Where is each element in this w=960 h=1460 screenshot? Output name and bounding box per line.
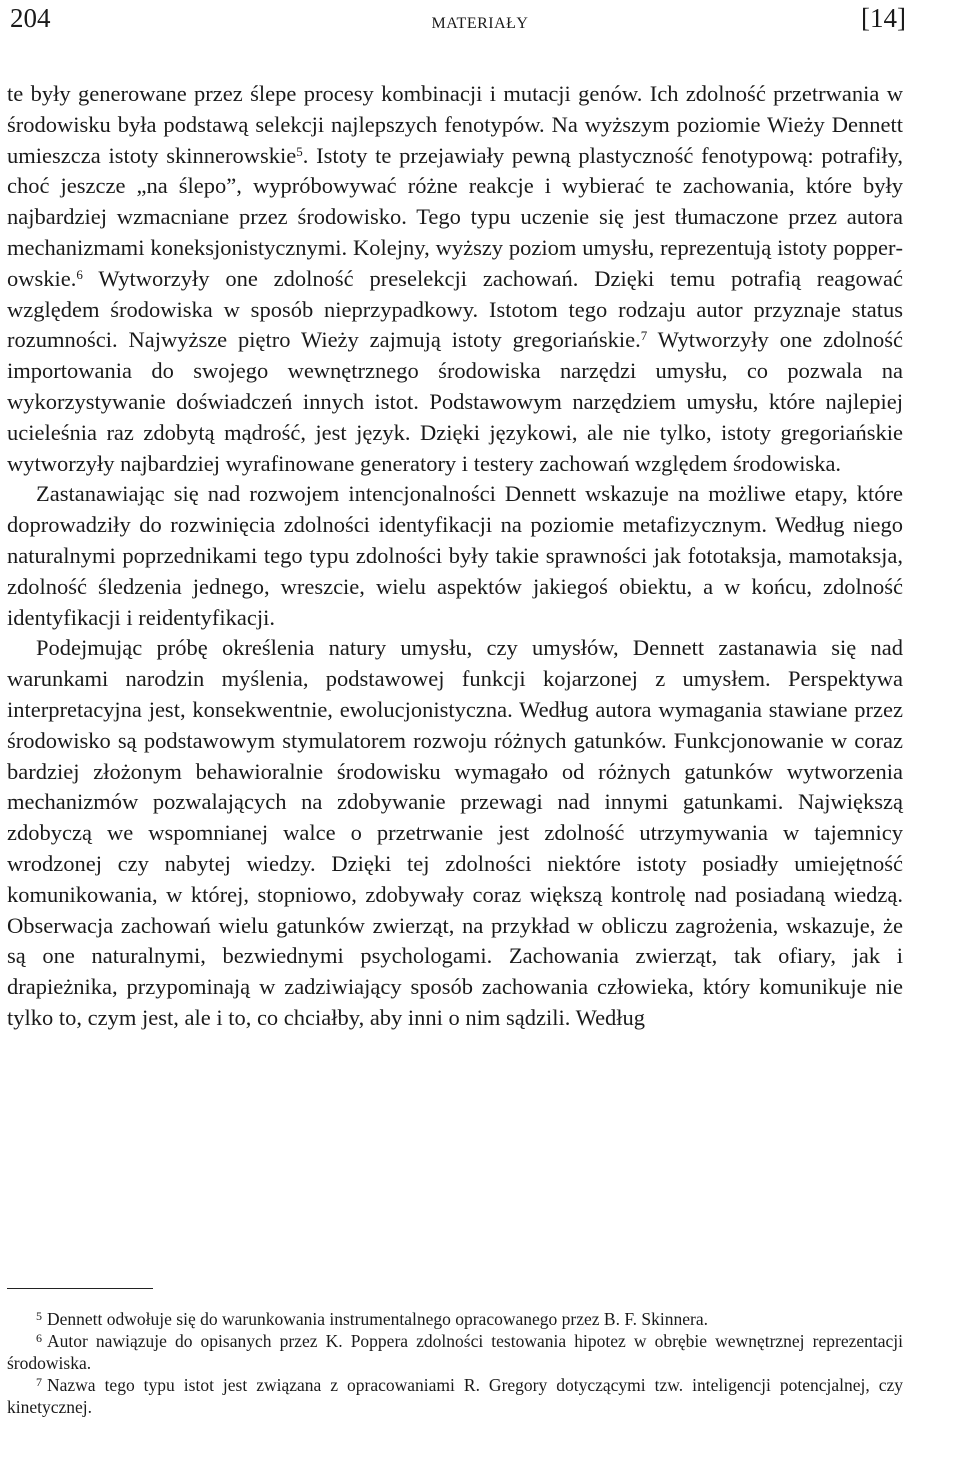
footnote-separator: [7, 1288, 153, 1289]
paragraph-2: Zastanawiając się nad rozwojem intencjonalności Dennett wskazuje na możliwe etapy, które doprowadziły do rozwinięcia zdolności identyfikacji na poziomie metafizycznym. Według niego naturalnymi poprzednikami tego typu zdolności były takie sprawności jak fototaksja, mamotaksja, zdolność śledzenia jednego, wreszcie, wielu aspektów jakiegoś obiektu, a w końcu, zdolność identyfikacji i reidentyfikacji.: [7, 481, 903, 630]
section-label: [14]: [861, 3, 906, 33]
paragraph-1-text-b: . Istoty te przejawiały pewną plastyczność fenotypową: potrafiły, choć jeszcze „na ślepo”, wypróbowywać różne reakcje i wybierać te zachowania, które były najbardziej wzmacniane przez środowisko. Tego typu uczenie się jest tłumaczone przez autora mechanizmami koneksjonistycznymi. Kolejny, wyższy poziom umysłu, reprezentują istoty popperowskie.: [7, 142, 903, 291]
footnote-text: Dennett odwołuje się do warunkowania instrumentalnego opracowanego przez B. F. Skinnera.: [47, 1309, 708, 1329]
footnote-ref-5[interactable]: 5: [296, 143, 303, 159]
footnote-5: [7, 1308, 903, 1330]
footnote-7: [7, 1374, 903, 1418]
footnote-number: 5: [36, 1309, 42, 1323]
paragraph-1-text-d: Wytworzyły one zdolność importowania do swojego wewnętrznego środowiska narzędzi umysłu, co pozwala na wykorzystywanie doświadczeń innych istot. Podstawowym narzędziem umysłu, które najlepiej ucieleśnia raz zdobytą mądrość, jest język. Dzięki językowi, ale nie tylko, istoty gregoriańskie wytworzyły najbardziej wyrafinowane generatory i testery zachowań względem środowiska.: [7, 327, 903, 476]
footnote-number: 7: [36, 1375, 42, 1389]
paragraph-1-text-c: Wytworzyły one zdolność preselekcji zachowań. Dzięki temu potrafią reagować względem środowiska w sposób nieprzypadkowy. Istotom tego rodzaju autor przyznaje status rozumności. Najwyższe piętro Wieży zajmują istoty gregoriańskie.: [7, 265, 903, 353]
footnote-text: Nazwa tego typu istot jest związana z opracowaniami R. Gregory dotyczącymi tzw. inteligencji potencjalnej, czy kinetycznej.: [7, 1375, 903, 1417]
paragraph-3: Podejmując próbę określenia natury umysłu, czy umysłów, Dennett zastanawia się nad warunkami narodzin myślenia, podstawowej funkcji kojarzonej z umysłem. Perspektywa interpretacyjna jest, konsekwentnie, ewolucjonistyczna. Według autora wymagania stawiane przez środowisko są podstawowym stymulatorem rozwoju różnych gatunków. Funkcjonowanie w coraz bardziej złożonym behawioralnie środowisku wymagało od różnych gatunków wytworzenia mechanizmów pozwalających na zdobywanie przewagi nad innymi gatunkami. Największą zdobyczą we wspomnianej walce o przetrwanie jest zdolność utrzymywania w tajemnicy wrodzonej czy nabytej wiedzy. Dzięki tej zdolności niektóre istoty posiadły umiejętność komunikowania, w której, stopniowo, zdobywały coraz większą kontrolę nad posiadaną wiedzą. Obserwacja zachowań wielu gatunków zwierząt, na przykład w obliczu zagrożenia, wskazuje, że są one naturalnymi, bezwiednymi psychologami. Zachowania zwierząt, tak ofiary, jak i drapieżnika, przypominają w zadziwiający sposób zachowania człowieka, który komunikuje nie tylko to, czym jest, ale i to, co chciałby, aby inni o nim sądzili. Według: [7, 635, 903, 1030]
footnotes: [7, 1308, 903, 1418]
paragraph-1-text-a: te były generowane przez ślepe procesy kombinacji i mutacji genów. Ich zdolność przetrwania w środowisku była podstawą selekcji najlepszych fenotypów. Na wyższym poziomie Wieży Dennett umieszcza istoty skinnerowskie: [7, 81, 903, 168]
footnote-6: [7, 1330, 903, 1374]
page-header: [0, 0, 960, 50]
footnote-ref-6[interactable]: 6: [76, 266, 83, 282]
footnote-ref-7[interactable]: 7: [640, 328, 648, 344]
paragraph-1: [7, 79, 903, 479]
footnote-text: Autor nawiązuje do opisanych przez K. Poppera zdolności testowania hipotez w obrębie wewnętrznej reprezentacji środowiska.: [7, 1331, 903, 1373]
footnote-number: 6: [36, 1331, 42, 1345]
running-head: MATERIAŁY: [431, 15, 529, 32]
page-number: 204: [10, 3, 51, 33]
body-text: [7, 79, 903, 1034]
